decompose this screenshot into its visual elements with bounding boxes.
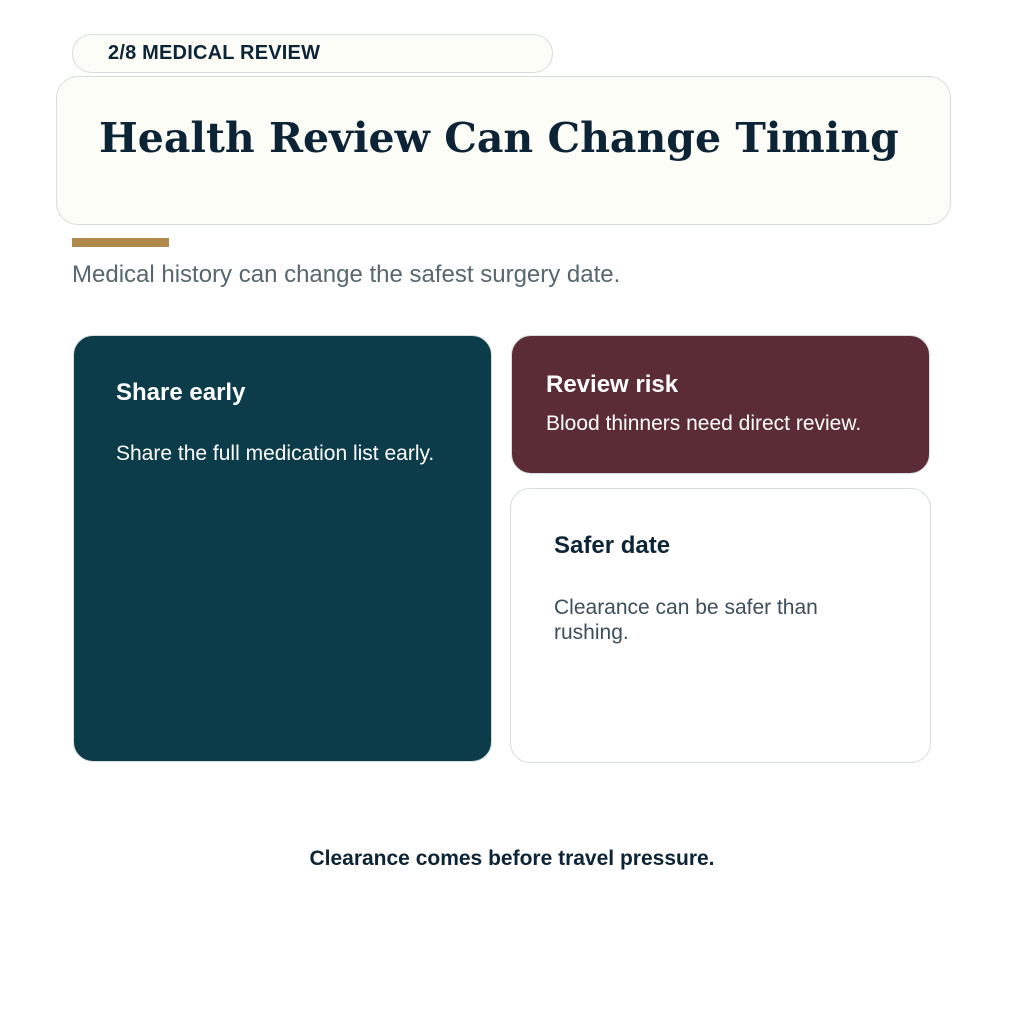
page-subtitle: Medical history can change the safest surgery date. (72, 261, 621, 288)
card-review-risk (511, 335, 930, 474)
card-share-early (73, 335, 492, 762)
accent-divider (72, 238, 169, 247)
card-review-risk-heading: Review risk (546, 371, 679, 398)
card-share-early-body: Share the full medication list early. (116, 442, 435, 465)
section-eyebrow-label: 2/8 MEDICAL REVIEW (108, 42, 321, 64)
card-safer-date-heading: Safer date (554, 532, 671, 559)
footer-note: Clearance comes before travel pressure. (309, 847, 715, 870)
page-title: Health Review Can Change Timing (99, 114, 899, 162)
card-safer-date (510, 488, 931, 763)
title-panel (56, 76, 951, 225)
card-review-risk-body: Blood thinners need direct review. (546, 412, 862, 435)
card-safer-date-body: Clearance can be safer than rushing. (554, 596, 818, 644)
section-eyebrow-pill (72, 34, 553, 73)
card-share-early-heading: Share early (116, 379, 246, 406)
